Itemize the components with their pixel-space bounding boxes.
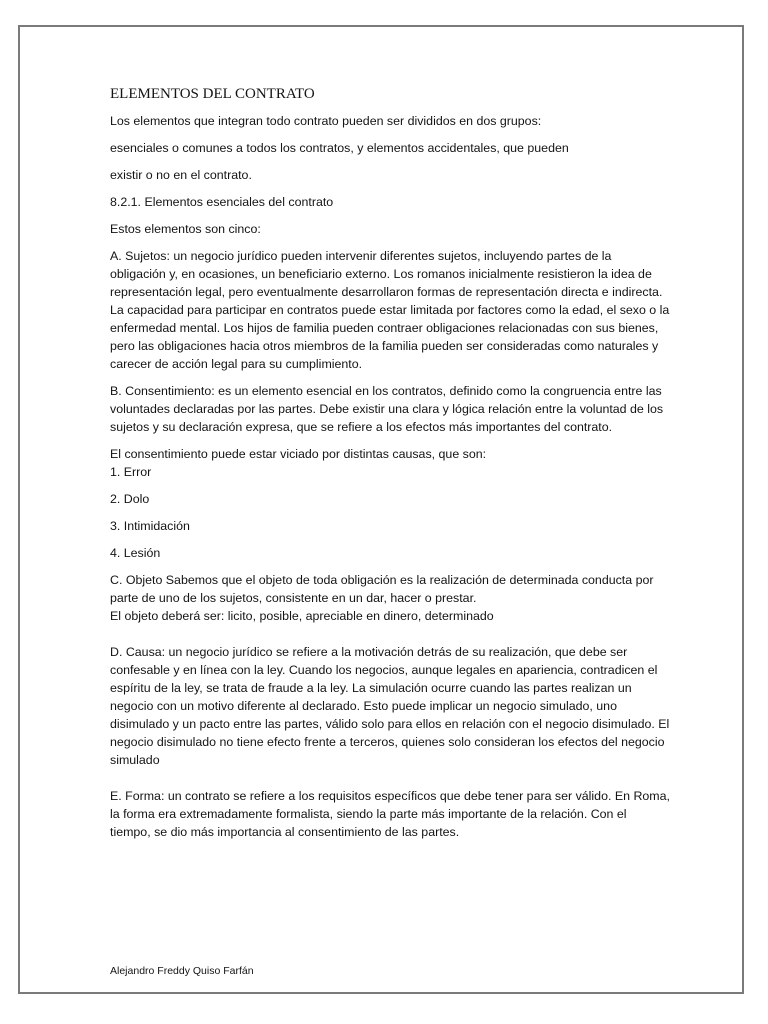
intro-paragraph-2: esenciales o comunes a todos los contratos, y elementos accidentales, que pueden xyxy=(110,141,569,155)
document-page xyxy=(18,25,744,994)
list-item-dolo: 2. Dolo xyxy=(110,492,150,506)
section-heading: 8.2.1. Elementos esenciales del contrato xyxy=(110,195,334,209)
objeto-requirements: El objeto deberá ser: licito, posible, apreciable en dinero, determinado xyxy=(110,609,494,623)
document-title: ELEMENTOS DEL CONTRATO xyxy=(110,86,315,102)
document-footer-author: Alejandro Freddy Quiso Farfán xyxy=(110,965,254,977)
causa-paragraph: D. Causa: un negocio jurídico se refiere a la motivación detrás de su realización, que debe ser confesable y en línea con la ley. Cuando los negocios, aunque legales en apariencia, contradicen el espíritu de la ley, se trata de fraude a la ley. La simulación ocurre cuando las partes realizan un negocio con un motivo diferente al declarado. Esto puede implicar un negocio simulado, uno disimulado y un pacto entre las partes, válido solo para ellos en relación con el negocio disimulado. El negocio disimulado no tiene efecto frente a terceros, quienes solo consideran los efectos del negocio simulado xyxy=(110,645,670,767)
intro-paragraph-3: existir o no en el contrato. xyxy=(110,168,252,182)
objeto-paragraph: C. Objeto Sabemos que el objeto de toda obligación es la realización de determinada conducta por parte de uno de los sujetos, consistente en un dar, hacer o prestar. xyxy=(110,573,654,605)
elements-count-text: Estos elementos son cinco: xyxy=(110,222,261,236)
forma-paragraph: E. Forma: un contrato se refiere a los requisitos específicos que debe tener para ser válido. En Roma, la forma era extremadamente formalista, siendo la parte más importante de la relación. Con el tiempo, se dio más importancia al consentimiento de las partes. xyxy=(110,789,670,839)
intro-paragraph-1: Los elementos que integran todo contrato pueden ser divididos en dos grupos: xyxy=(110,114,542,128)
vicios-intro: El consentimiento puede estar viciado por distintas causas, que son: xyxy=(110,447,487,461)
document-body xyxy=(110,85,670,850)
sujetos-paragraph: A. Sujetos: un negocio jurídico pueden intervenir diferentes sujetos, incluyendo partes de la obligación y, en ocasiones, un beneficiario externo. Los romanos inicialmente resistieron la idea de representación legal, pero eventualmente desarrollaron formas de representación directa e indirecta. La capacidad para participar en contratos puede estar limitada por factores como la edad, el sexo o la enfermedad mental. Los hijos de familia pueden contraer obligaciones relacionadas con sus bienes, pero las obligaciones hacia otros miembros de la familia pueden ser consideradas como naturales y carecer de acción legal para su cumplimiento. xyxy=(110,249,670,371)
list-item-lesion: 4. Lesión xyxy=(110,546,161,560)
list-item-error: 1. Error xyxy=(110,465,152,479)
consentimiento-paragraph: B. Consentimiento: es un elemento esencial en los contratos, definido como la congruencia entre las voluntades declaradas por las partes. Debe existir una clara y lógica relación entre la voluntad de los sujetos y su declaración expresa, que se refiere a los efectos más importantes del contrato. xyxy=(110,384,664,434)
list-item-intimidacion: 3. Intimidación xyxy=(110,519,190,533)
